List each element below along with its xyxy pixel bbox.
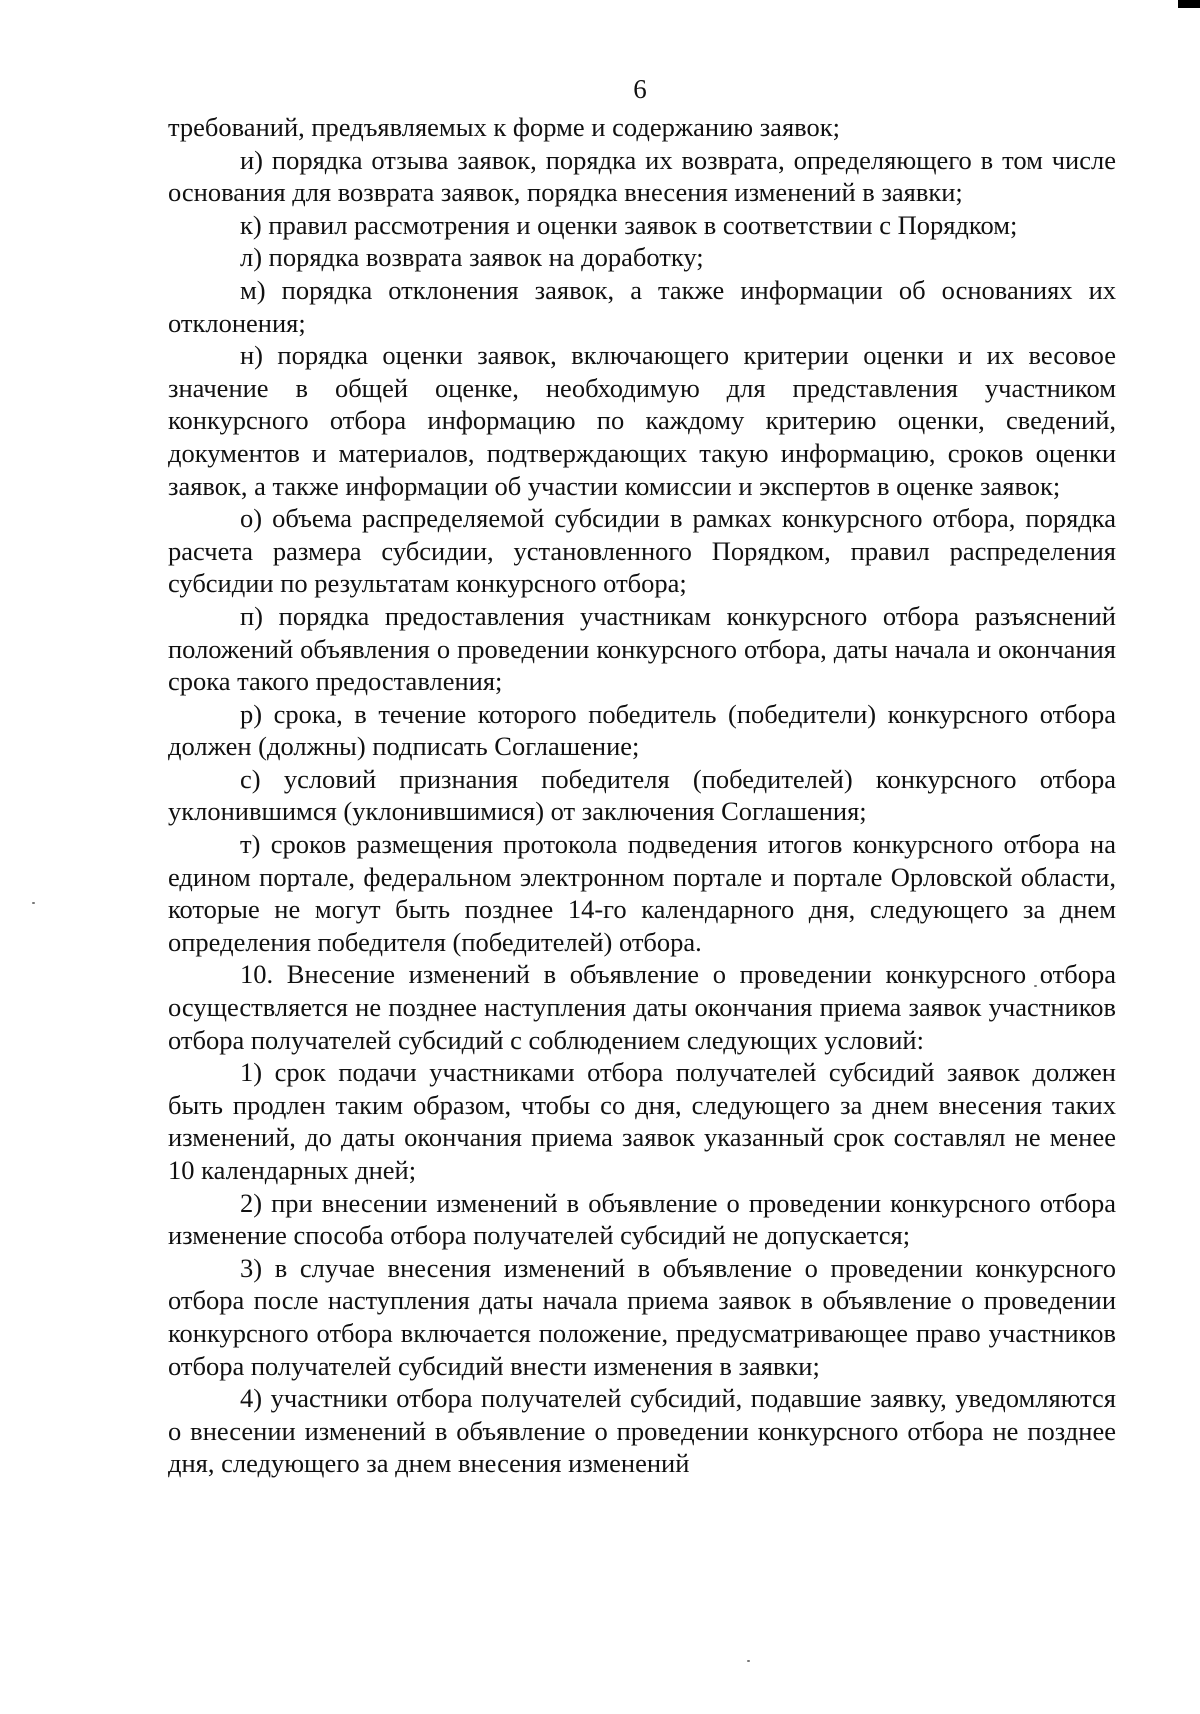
scan-speck [747,1660,750,1662]
paragraph-item-k: к) правил рассмотрения и оценки заявок в соответствии с Порядком; [240,209,1018,240]
scan-speck [32,902,35,904]
paragraph-item-n: н) порядка оценки заявок, включающего критерии оценки и их весовое значение в общей оценке, необходимую для представления участником конкурсного отбора информацию по каждому критерию оценки, сведений, документов и материалов, подтверждающих такую информацию, сроков оценки заявок, а также информации об участии комиссии и экспертов в оценке заявок; [168,340,1116,501]
paragraph: требований, предъявляемых к форме и содержанию заявок; [168,112,840,142]
paragraph-item-t: т) сроков размещения протокола подведения итогов конкурсного отбора на едином портале, федеральном электронном портале и портале Орловской области, которые не могут быть позднее 14-го календарного дня, следующего за днем определения победителя (победителей) отбора. [168,829,1116,957]
paragraph-condition-3: 3) в случае внесения изменений в объявление о проведении конкурсного отбора после наступления даты начала приема заявок в объявление о проведении конкурсного отбора включается положение, предусматривающее право участников отбора получателей субсидий внести изменения в заявки; [168,1252,1116,1381]
paragraph-item-r: р) срока, в течение которого победитель (победители) конкурсного отбора должен (должны) подписать Соглашение; [168,698,1116,762]
scan-corner-mark [1178,0,1200,8]
paragraph-condition-4: 4) участники отбора получателей субсидий, подавшие заявку, уведомляются о внесении изменений в объявление о проведении конкурсного отбора не позднее дня, следующего за днем внесения изменений [168,1383,1116,1479]
paragraph-item-p: п) порядка предоставления участникам конкурсного отбора разъяснений положений объявления о проведении конкурсного отбора, даты начала и окончания срока такого предоставления; [168,600,1116,697]
page-number: 6 [633,74,647,104]
paragraph-item-o: о) объема распределяемой субсидии в рамках конкурсного отбора, порядка расчета размера субсидии, установленного Порядком, правил распределения субсидии по результатам конкурсного отбора; [168,503,1116,599]
paragraph-item-i: и) порядка отзыва заявок, порядка их возврата, определяющего в том числе основания для возврата заявок, порядка внесения изменений в заявки; [168,144,1116,208]
paragraph-condition-1: 1) срок подачи участниками отбора получателей субсидий заявок должен быть продлен таким образом, чтобы со дня, следующего за днем внесения таких изменений, до даты окончания приема заявок указанный срок составлял не менее 10 календарных дней; [168,1057,1116,1185]
paragraph-item-l: л) порядка возврата заявок на доработку; [240,242,704,273]
paragraph-item-m: м) порядка отклонения заявок, а также информации об основаниях их отклонения; [168,274,1116,338]
paragraph-section-10: 10. Внесение изменений в объявление о проведении конкурсного отбора осуществляется не позднее наступления даты окончания приема заявок участников отбора получателей субсидий с соблюдением следующих условий: [168,959,1116,1055]
paragraph-condition-2: 2) при внесении изменений в объявление о проведении конкурсного отбора изменение способа отбора получателей субсидий не допускается; [168,1187,1116,1251]
document-body [168,111,1116,1480]
paragraph-item-s: с) условий признания победителя (победителей) конкурсного отбора уклонившимся (уклонившимися) от заключения Соглашения; [168,763,1116,827]
